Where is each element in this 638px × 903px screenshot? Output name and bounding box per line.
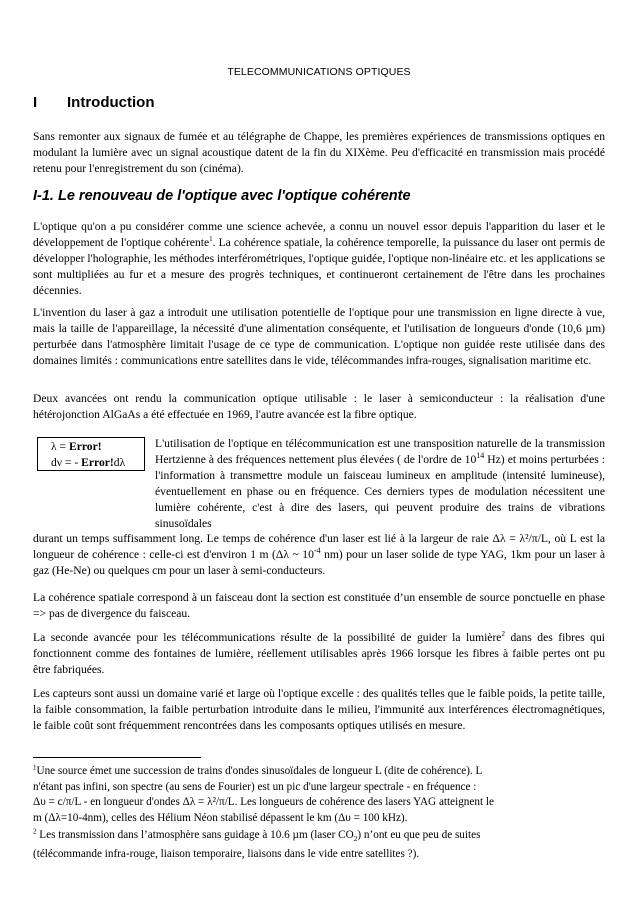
paragraph-text: durant un temps suffisamment long. Le temps de cohérence d'un laser est lié à la largeur de raie Δλ = λ²/π/L, où L est la longueur de cohérence : celle-ci est d'environ 1 m (Δλ ~ 10 (33, 532, 605, 562)
footnote-ref-1: 1 (209, 235, 213, 244)
exponent-power: 14 (476, 451, 485, 461)
formula-error: Error! (68, 440, 102, 453)
footnote-text: Une source émet une succession de trains d'ondes sinusoïdales de longueur L (dite de cohérence). L (36, 765, 483, 777)
footnote-ref-2: 2 (501, 630, 505, 639)
paragraph-fibers (33, 630, 605, 678)
footnote-2 (33, 828, 605, 862)
formula-symbol: λ = (51, 440, 69, 453)
formula-box (37, 437, 145, 471)
footnote-subscript: 2 (353, 834, 358, 844)
paragraph-laser-coherent (33, 219, 605, 299)
paragraph-telecom-wrapped (155, 436, 605, 533)
paragraph-text: L'optique qu'on a pu considérer comme une science achevée, a connu un nouvel essor depuis l'apparition du laser et le développement de l'optique cohérente (33, 220, 605, 250)
paragraph-text: La seconde avancée pour les télécommunications résulte de la possibilité de guider la lumière (33, 631, 502, 644)
section-title: Introduction (67, 94, 155, 111)
footnote-text: Les transmission dans l’atmosphère sans guidage à 10.6 µm (laser CO (36, 829, 354, 841)
paragraph-text: . La cohérence spatiale, la cohérence temporelle, la puissance du laser ont permis de développer l'holographie, les méthodes interférométriques, l'optique guidée, l'optique non-linéaire etc. et les applications se sont multipliées au fur et a mesure des progrès techniques, et continueront certainement de l'être dans les prochaines décennies. (33, 236, 605, 298)
paragraph-advances: Deux avancées ont rendu la communication optique utilisable : le laser à semiconducteur : la réalisation d'une hétérojonction AlGaAs a été effectuée en 1969, l'autre avancée est la fibre optique. (33, 392, 605, 422)
intro-paragraph: Sans remonter aux signaux de fumée et au télégraphe de Chappe, les premières expériences de transmissions optiques en modulant la lumière avec un signal acoustique datent de la fin du XIXème. Peu d'efficacité en transmission mais procédé retenu pour l'enregistrement du son (cinéma). (33, 130, 605, 176)
exponent-power: -4 (313, 546, 321, 556)
page-title: TELECOMMUNICATIONS OPTIQUES (227, 66, 411, 78)
paragraph-spatial-coherence: La cohérence spatiale correspond à un faisceau dont la section est constituée d’un ensemble de source ponctuelle en phase => pas de divergence du faisceau. (33, 591, 605, 621)
footnote-1 (33, 764, 605, 826)
formula-error: Error! (81, 456, 114, 469)
paragraph-sensors: Les capteurs sont aussi un domaine varié et large où l'optique excelle : des qualités telles que le faible poids, la petite taille, la faible consommation, la faible perturbation introduite dans le milieu, l'immunité aux interférences électromagnétiques, le faible coût sont fréquemment rencontrées dans les composants optiques utilisés en mesure. (33, 687, 605, 733)
footnote-line: (télécommande infra-rouge, liaison temporaire, liaisons dans le vide entre satellites ?). (33, 847, 420, 860)
exponent-base: 10 (464, 453, 477, 467)
footnote-line (33, 828, 605, 847)
footnote-line: Δυ = c/π/L - en longueur d'ondes Δλ = λ²/π/L. Les longueurs de cohérence des lasers YAG atteignent le (33, 796, 494, 809)
footnote-line: n'étant pas infini, son spectre (au sens de Fourier) est un pic d'une largeur spectrale - en fréquence : (33, 780, 477, 793)
section-heading (33, 94, 154, 111)
paragraph-text: dans des fibres qui fonctionnent comme des fontaines de lumière, réellement utilisables après 1966 lorsque les fibres à faible pertes ont pu être fabriquées. (33, 631, 605, 677)
formula-line-1 (51, 439, 144, 455)
paragraph-text: L'utilisation de l'optique en télécommunication est une transposition naturelle de la transmission Hertzienne à des fréquences nettement plus élevées ( de l'ordre de (155, 437, 605, 467)
footnote-divider (33, 757, 201, 758)
footnote-text: ) n’ont eu que peu de suites (357, 829, 481, 841)
subsection-heading: I-1. Le renouveau de l'optique avec l'optique cohérente (33, 188, 411, 204)
footnote-line: m (Δλ=10-4nm), celles des Hélium Néon stabilisé dépassent le km (Δυ = 100 kHz). (33, 811, 408, 824)
footnote-line (33, 764, 605, 780)
footnote-marker: 2 (33, 827, 37, 836)
formula-symbol: dλ (113, 456, 126, 469)
footnote-marker: 1 (33, 763, 37, 772)
formula-symbol: dν = - (51, 456, 82, 469)
paragraph-gas-laser: L'invention du laser à gaz a introduit une utilisation potentielle de l'optique pour une transmission en ligne directe à vue, mais la taille de l'appareillage, la nécessité d'une alimentation conséquente, et l'utilisation de longueurs d'onde (10,6 µm) perturbée dans l'atmosphère limitait l'usage de ce type de communication. L'optique non guidée reste utilisée dans des domaines limités : communications entre satellites dans le vide, télécommandes infra-rouges, signalisation maritime etc. (33, 306, 605, 368)
paragraph-text: Hz) et moins perturbées : l'information à transmettre module un faisceau lumineux en amplitude (intensité lumineuse), éventuellement en phase ou en fréquence. Ces derniers types de modulation nécessitent une lumière cohérente, c'est à dire des lasers, qui peuvent produire des trains de vibrations sinusoïdales (155, 453, 605, 531)
paragraph-telecom-continued (33, 531, 605, 579)
section-number: I (33, 94, 38, 111)
paragraph-text: nm) pour un laser solide de type YAG, 1km pour un laser à gaz (He-Ne) ou quelques cm pour un laser à semi-conducteurs. (33, 548, 605, 578)
formula-line-2 (51, 455, 144, 471)
